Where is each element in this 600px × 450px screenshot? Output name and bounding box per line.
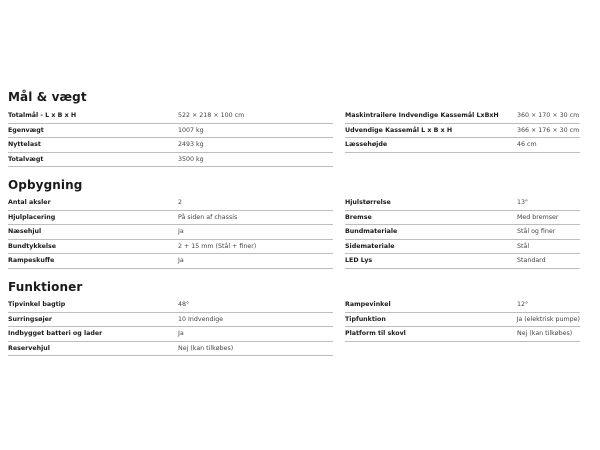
spec-row: [345, 196, 580, 211]
spec-value: 366 × 176 × 30 cm: [517, 126, 580, 134]
section-title: Mål & vægt: [8, 90, 87, 104]
spec-row: [345, 225, 580, 240]
spec-value: 48°: [178, 301, 190, 309]
spec-value: Stål: [517, 242, 530, 250]
spec-grid: [8, 196, 580, 269]
spec-row: [8, 240, 333, 255]
spec-value: Standard: [517, 257, 546, 265]
spec-label: Surringsøjer: [8, 315, 52, 323]
spec-label: Hjulplacering: [8, 213, 56, 221]
spec-label: Læssehøjde: [345, 141, 388, 149]
spec-row: [345, 240, 580, 255]
spec-row: [8, 327, 333, 342]
spec-label: Reservehjul: [8, 344, 50, 352]
spec-row: [345, 327, 580, 342]
spec-column-right: [345, 298, 580, 356]
spec-value: 12°: [517, 301, 529, 309]
spec-row: [8, 196, 333, 211]
spec-label: Hjulstørrelse: [345, 199, 391, 207]
section-dimensions-weight: [8, 90, 580, 163]
spec-value: 46 cm: [517, 141, 537, 149]
spec-value: Nej (kan tilkøbes): [178, 344, 234, 352]
spec-label: Tipfunktion: [345, 315, 386, 323]
spec-label: Tipvinkel bagtip: [8, 301, 66, 309]
spec-row: [8, 109, 333, 124]
section-title: Opbygning: [8, 178, 83, 192]
spec-label: Bremse: [345, 213, 372, 221]
section-construction: [8, 178, 580, 265]
spec-value: 2 + 15 mm (Stål + finer): [178, 242, 257, 250]
spec-label: Totalmål - L x B x H: [8, 112, 77, 120]
section-features: [8, 280, 580, 352]
spec-row: [345, 138, 580, 153]
spec-label: Maskintrailere Indvendige Kassemål LxBxH: [345, 112, 499, 120]
spec-value: Ja: [178, 257, 184, 265]
spec-value: Stål og finer: [517, 228, 556, 236]
spec-label: Bundtykkelse: [8, 242, 57, 250]
spec-row: [8, 342, 333, 357]
spec-value: Ja (elektrisk pumpe): [516, 315, 580, 323]
spec-label: Antal aksler: [8, 199, 51, 207]
spec-row: [8, 124, 333, 139]
spec-label: LED Lys: [345, 257, 373, 265]
spec-row: [345, 313, 580, 328]
spec-row: [8, 254, 333, 269]
spec-label: Totalvægt: [8, 155, 44, 163]
spec-label: Sidemateriale: [345, 242, 395, 250]
spec-value: 2493 kg: [178, 141, 204, 149]
spec-row: [345, 124, 580, 139]
spec-value: På siden af chassis: [178, 213, 238, 221]
spec-column-left: [8, 196, 333, 269]
spec-label: Platform til skovl: [345, 330, 406, 338]
spec-value: Nej (kan tilkøbes): [517, 330, 573, 338]
spec-column-right: [345, 109, 580, 167]
spec-row: [345, 211, 580, 226]
spec-row: [8, 298, 333, 313]
spec-column-left: [8, 109, 333, 167]
spec-value: 13": [517, 199, 528, 207]
spec-row: [8, 138, 333, 153]
spec-value: Ja: [178, 330, 184, 338]
spec-label: Egenvægt: [8, 126, 44, 134]
spec-label: Næsehjul: [8, 228, 42, 236]
spec-column-left: [8, 298, 333, 356]
spec-label: Rampevinkel: [345, 301, 391, 309]
spec-label: Rampeskuffe: [8, 257, 55, 265]
spec-value: 3500 kg: [178, 155, 204, 163]
spec-row: [345, 109, 580, 124]
spec-grid: [8, 109, 580, 167]
spec-row: [8, 313, 333, 328]
spec-value: 10 Indvendige: [178, 315, 224, 323]
spec-label: Indbygget batteri og lader: [8, 330, 103, 338]
spec-label: Udvendige Kassemål L x B x H: [345, 126, 453, 134]
spec-row: [345, 254, 580, 269]
spec-value: Med bremser: [517, 213, 559, 221]
spec-value: 522 × 218 × 100 cm: [178, 112, 245, 120]
spec-value: 360 × 170 × 30 cm: [517, 112, 580, 120]
spec-row: [8, 153, 333, 168]
spec-row: [8, 211, 333, 226]
spec-row: [8, 225, 333, 240]
spec-value: Ja: [178, 228, 184, 236]
spec-value: 1007 kg: [178, 126, 204, 134]
spec-grid: [8, 298, 580, 356]
spec-row: [345, 298, 580, 313]
spec-label: Nyttelast: [8, 141, 41, 149]
spec-column-right: [345, 196, 580, 269]
spec-value: 2: [178, 199, 183, 207]
section-title: Funktioner: [8, 280, 83, 294]
spec-label: Bundmateriale: [345, 228, 398, 236]
